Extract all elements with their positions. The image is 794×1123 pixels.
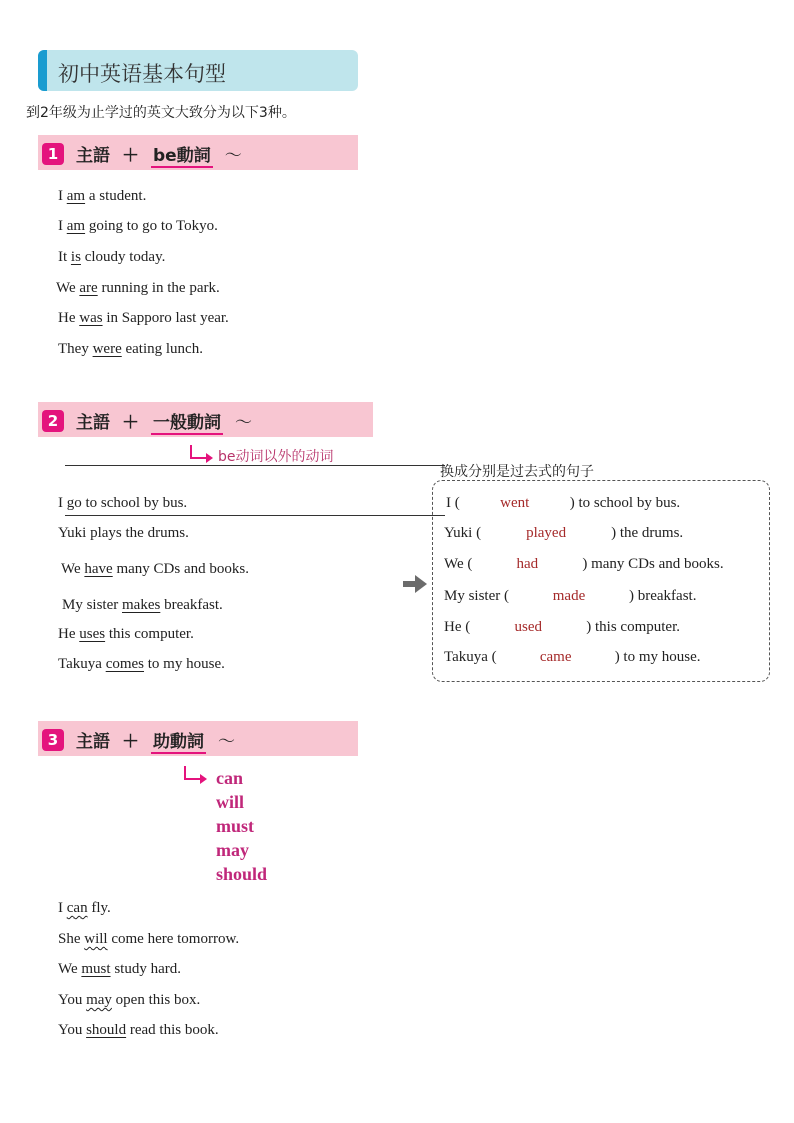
sentence: We have many CDs and books. bbox=[61, 561, 249, 577]
sentence: Takuya comes to my house. bbox=[58, 656, 225, 672]
sentence: My sister makes breakfast. bbox=[62, 597, 223, 613]
tilde-sign: ～ bbox=[235, 413, 252, 433]
modal-list bbox=[216, 766, 267, 886]
hook-arrow-icon bbox=[190, 445, 206, 459]
subject-label: 主語 bbox=[76, 732, 110, 752]
modal-item: should bbox=[216, 864, 268, 884]
section-number: 1 bbox=[42, 143, 64, 165]
section-2-header bbox=[38, 402, 373, 437]
verb-mark: uses bbox=[79, 626, 106, 642]
tilde-sign: ～ bbox=[218, 732, 235, 752]
section-number: 3 bbox=[42, 729, 64, 751]
plus-sign: ＋ bbox=[122, 146, 139, 166]
answer-blank: played bbox=[526, 525, 567, 541]
subject-label: 主語 bbox=[76, 413, 110, 433]
keyword-label: be動詞 bbox=[153, 146, 211, 166]
modal-mark: may bbox=[86, 992, 112, 1008]
keyword-label: 助動詞 bbox=[153, 732, 204, 752]
modal-mark: can bbox=[66, 900, 88, 916]
modal-item: will bbox=[216, 792, 245, 812]
section-1-header bbox=[38, 135, 358, 170]
answer-blank: made bbox=[552, 588, 586, 604]
sentence: Yuki plays the drums. bbox=[58, 525, 189, 541]
fill-sentence: Yuki ( played ) the drums. bbox=[444, 525, 684, 541]
verb-mark: was bbox=[79, 310, 103, 326]
verb-mark: comes bbox=[105, 656, 145, 672]
intro-text: 到2年级为止学过的英文大致分为以下3种。 bbox=[26, 105, 296, 121]
title-banner bbox=[38, 50, 358, 91]
verb-mark: were bbox=[92, 341, 122, 357]
sentence: You may open this box. bbox=[58, 992, 201, 1008]
verb-mark: are bbox=[79, 280, 98, 296]
modal-item: may bbox=[216, 840, 249, 860]
sentence: We must study hard. bbox=[58, 961, 181, 977]
fill-sentence: We ( had ) many CDs and books. bbox=[444, 556, 724, 572]
sentence: She will come here tomorrow. bbox=[58, 931, 240, 947]
plus-sign: ＋ bbox=[122, 732, 139, 752]
page-title: 初中英语基本句型 bbox=[58, 62, 226, 86]
past-caption: 换成分别是过去式的句子 bbox=[440, 464, 594, 480]
fill-sentence: He ( used ) this computer. bbox=[444, 619, 680, 635]
verb-mark: is bbox=[70, 249, 81, 265]
plus-sign: ＋ bbox=[122, 413, 139, 433]
right-arrow-icon bbox=[403, 573, 427, 599]
sentence: I am a student. bbox=[58, 188, 147, 204]
sentence: We are running in the park. bbox=[56, 280, 220, 296]
sentence: I go to school by bus. bbox=[58, 495, 188, 511]
subject-label: 主語 bbox=[76, 146, 110, 166]
sentence: You should read this book. bbox=[58, 1022, 219, 1038]
sentence: He was in Sapporo last year. bbox=[58, 310, 229, 326]
section-formula bbox=[76, 408, 252, 433]
section-formula bbox=[76, 727, 235, 752]
verb-mark: makes bbox=[122, 597, 161, 613]
sentence: They were eating lunch. bbox=[58, 341, 203, 357]
answer-blank: went bbox=[500, 495, 530, 511]
tilde-sign: ～ bbox=[224, 146, 242, 166]
modal-item: must bbox=[216, 816, 255, 836]
fill-sentence: Takuya ( came ) to my house. bbox=[444, 649, 701, 665]
divider-line bbox=[65, 515, 445, 516]
title-accent bbox=[38, 50, 47, 91]
sentence: It is cloudy today. bbox=[58, 249, 166, 265]
divider-line bbox=[65, 465, 445, 466]
sentence: He uses this computer. bbox=[58, 626, 194, 642]
modal-mark: should bbox=[86, 1022, 127, 1038]
verb-mark: have bbox=[84, 561, 113, 577]
section-formula bbox=[76, 141, 242, 166]
verb-mark: am bbox=[66, 188, 86, 204]
section-3-header bbox=[38, 721, 358, 756]
modal-mark: must bbox=[81, 961, 111, 977]
keyword-label: 一般動詞 bbox=[153, 413, 221, 433]
modal-item: can bbox=[216, 768, 243, 788]
keyword-note: be动词以外的动词 bbox=[218, 449, 334, 465]
fill-sentence: I ( went ) to school by bus. bbox=[446, 495, 681, 511]
sentence: I can fly. bbox=[58, 900, 111, 916]
answer-blank: used bbox=[514, 619, 542, 635]
answer-blank: had bbox=[516, 556, 539, 572]
modal-mark: will bbox=[84, 931, 108, 947]
answer-blank: came bbox=[539, 649, 572, 665]
sentence: I am going to go to Tokyo. bbox=[58, 218, 218, 234]
section-number: 2 bbox=[42, 410, 64, 432]
fill-sentence: My sister ( made ) breakfast. bbox=[444, 588, 697, 604]
verb-mark: am bbox=[66, 218, 86, 234]
hook-arrow-icon bbox=[184, 766, 200, 780]
